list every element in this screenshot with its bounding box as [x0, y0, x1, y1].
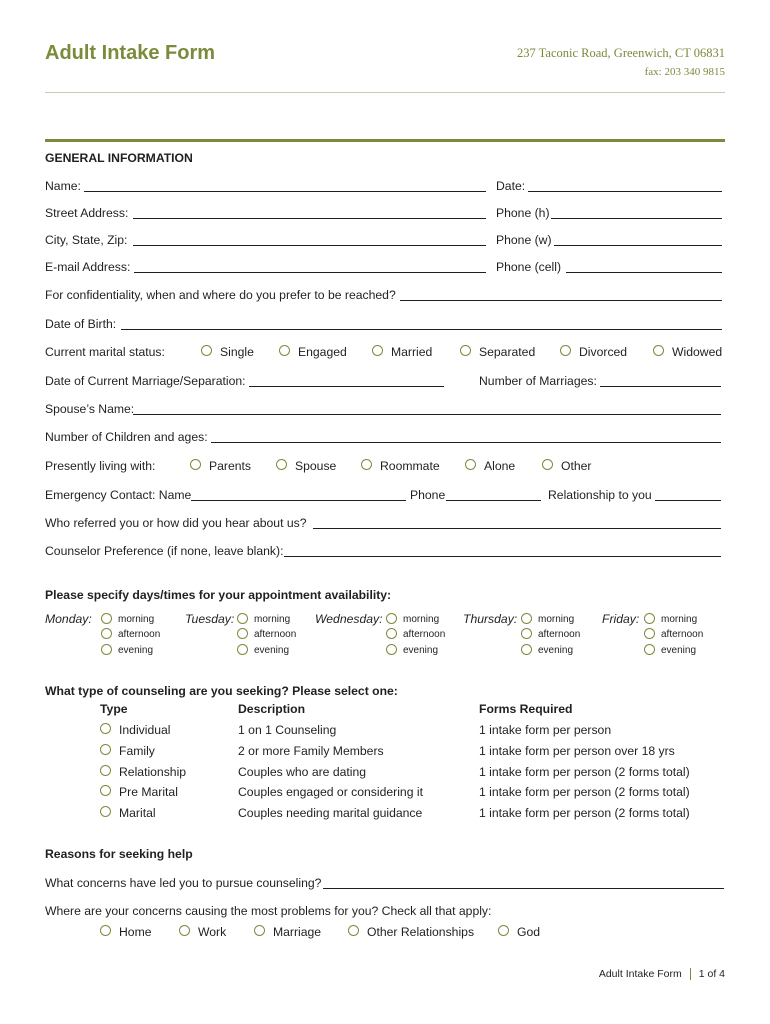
description-cell: Couples needing marital guidance — [238, 806, 423, 820]
problem-option-god[interactable]: God — [498, 925, 540, 939]
city-state-zip-label: City, State, Zip: — [45, 233, 128, 247]
date-of-birth-field[interactable] — [121, 329, 722, 330]
monday-morning[interactable]: morning — [101, 614, 154, 625]
forms-cell: 1 intake form per person (2 forms total) — [479, 785, 690, 799]
marital-status-label: Current marital status: — [45, 345, 165, 359]
radio-icon[interactable] — [101, 628, 112, 639]
forms-cell: 1 intake form per person — [479, 723, 612, 737]
description-cell: 1 on 1 Counseling — [238, 723, 337, 737]
radio-icon[interactable] — [465, 459, 476, 470]
radio-icon[interactable] — [237, 644, 248, 655]
marital-option-married[interactable]: Married — [372, 345, 432, 359]
number-of-marriages-label: Number of Marriages: — [479, 374, 597, 388]
general-information-heading: GENERAL INFORMATION — [45, 151, 193, 165]
referred-field[interactable] — [313, 528, 721, 529]
radio-icon[interactable] — [101, 644, 112, 655]
radio-icon[interactable] — [644, 628, 655, 639]
radio-icon[interactable] — [237, 628, 248, 639]
living-option-parents[interactable]: Parents — [190, 459, 251, 473]
page-footer — [599, 968, 725, 980]
forms-cell: 1 intake form per person (2 forms total) — [479, 765, 690, 779]
radio-icon[interactable] — [100, 806, 111, 817]
problem-option-marriage[interactable]: Marriage — [254, 925, 321, 939]
address: 237 Taconic Road, Greenwich, CT 06831 — [517, 46, 725, 60]
radio-icon[interactable] — [100, 785, 111, 796]
radio-icon[interactable] — [498, 925, 509, 936]
phone-cell-field[interactable] — [566, 272, 722, 273]
radio-icon[interactable] — [100, 723, 111, 734]
concerns-field[interactable] — [323, 888, 724, 889]
radio-icon[interactable] — [386, 613, 397, 624]
date-of-birth-label: Date of Birth: — [45, 317, 117, 331]
street-address-label: Street Address: — [45, 206, 129, 220]
radio-icon[interactable] — [521, 628, 532, 639]
emergency-contact-field[interactable] — [191, 500, 406, 501]
confidentiality-field[interactable] — [400, 300, 722, 301]
thursday-evening[interactable]: evening — [521, 645, 573, 656]
description-cell: 2 or more Family Members — [238, 744, 384, 758]
living-option-roommate[interactable]: Roommate — [361, 459, 440, 473]
spouse-name-field[interactable] — [133, 414, 721, 415]
name-label: Name: — [45, 179, 81, 193]
radio-icon[interactable] — [100, 744, 111, 755]
street-address-field[interactable] — [133, 218, 486, 219]
column-forms-required: Forms Required — [479, 702, 573, 716]
counseling-option-pre-marital[interactable]: Pre Marital — [100, 785, 178, 799]
emergency-contact-label: Emergency Contact: Name — [45, 488, 192, 502]
thursday-afternoon[interactable]: afternoon — [521, 629, 580, 640]
emergency-phone-label: Phone — [410, 488, 446, 502]
page-number: 1 of 4 — [698, 968, 725, 980]
radio-icon[interactable] — [254, 925, 265, 936]
radio-icon[interactable] — [100, 765, 111, 776]
counseling-option-marital[interactable]: Marital — [100, 806, 156, 820]
thursday-morning[interactable]: morning — [521, 614, 574, 625]
day-monday: Monday: — [45, 612, 92, 626]
phone-work-label: Phone (w) — [496, 233, 552, 247]
fax-number: fax: 203 340 9815 — [644, 66, 725, 78]
friday-morning[interactable]: morning — [644, 614, 697, 625]
radio-icon[interactable] — [101, 613, 112, 624]
description-cell: Couples engaged or considering it — [238, 785, 423, 799]
monday-evening[interactable]: evening — [101, 645, 153, 656]
counseling-type-heading: What type of counseling are you seeking? Please select one: — [45, 684, 398, 698]
radio-icon[interactable] — [521, 644, 532, 655]
reasons-heading: Reasons for seeking help — [45, 847, 193, 861]
number-of-marriages-field[interactable] — [600, 386, 721, 387]
friday-evening[interactable]: evening — [644, 645, 696, 656]
radio-icon[interactable] — [279, 345, 290, 356]
day-friday: Friday: — [602, 612, 640, 626]
email-label: E-mail Address: — [45, 260, 131, 274]
emergency-phone-field[interactable] — [446, 500, 541, 501]
radio-icon[interactable] — [372, 345, 383, 356]
wednesday-morning[interactable]: morning — [386, 614, 439, 625]
referred-label: Who referred you or how did you hear about us? — [45, 516, 307, 530]
problem-option-work[interactable]: Work — [179, 925, 226, 939]
tuesday-afternoon[interactable]: afternoon — [237, 629, 296, 640]
phone-cell-label: Phone (cell) — [496, 260, 562, 274]
marital-option-single[interactable]: Single — [201, 345, 254, 359]
living-with-label: Presently living with: — [45, 459, 156, 473]
form-title: Adult Intake Form — [45, 42, 216, 64]
wednesday-evening[interactable]: evening — [386, 645, 438, 656]
name-field[interactable] — [84, 191, 486, 192]
radio-icon[interactable] — [237, 613, 248, 624]
living-option-other[interactable]: Other — [542, 459, 591, 473]
phone-work-field[interactable] — [554, 245, 722, 246]
email-field[interactable] — [134, 272, 486, 273]
column-type: Type — [100, 702, 128, 716]
radio-icon[interactable] — [201, 345, 212, 356]
footer-divider — [690, 968, 691, 980]
monday-afternoon[interactable]: afternoon — [101, 629, 160, 640]
radio-icon[interactable] — [460, 345, 471, 356]
radio-icon[interactable] — [644, 644, 655, 655]
concerns-label: What concerns have led you to pursue counseling? — [45, 876, 322, 890]
phone-home-field[interactable] — [551, 218, 722, 219]
radio-icon[interactable] — [100, 925, 111, 936]
radio-icon[interactable] — [179, 925, 190, 936]
day-wednesday: Wednesday: — [315, 612, 383, 626]
tuesday-morning[interactable]: morning — [237, 614, 290, 625]
problem-option-other-relationships[interactable]: Other Relationships — [348, 925, 474, 939]
date-field[interactable] — [528, 191, 722, 192]
radio-icon[interactable] — [348, 925, 359, 936]
radio-icon[interactable] — [644, 613, 655, 624]
confidentiality-label: For confidentiality, when and where do you prefer to be reached? — [45, 288, 396, 302]
spouse-name-label: Spouse’s Name: — [45, 402, 135, 416]
section-divider — [45, 139, 725, 142]
radio-icon[interactable] — [386, 628, 397, 639]
forms-cell: 1 intake form per person (2 forms total) — [479, 806, 690, 820]
marriage-date-label: Date of Current Marriage/Separation: — [45, 374, 246, 388]
marital-option-widowed[interactable]: Widowed — [653, 345, 722, 359]
counseling-option-relationship[interactable]: Relationship — [100, 765, 186, 779]
radio-icon[interactable] — [560, 345, 571, 356]
address-block — [517, 44, 725, 82]
day-tuesday: Tuesday: — [185, 612, 235, 626]
column-description: Description — [238, 702, 306, 716]
wednesday-afternoon[interactable]: afternoon — [386, 629, 445, 640]
problem-areas-label: Where are your concerns causing the most problems for you? Check all that apply: — [45, 904, 492, 918]
radio-icon[interactable] — [653, 345, 664, 356]
availability-heading: Please specify days/times for your appointment availability: — [45, 588, 392, 602]
children-field[interactable] — [211, 442, 721, 443]
counselor-preference-field[interactable] — [284, 556, 721, 557]
living-option-spouse[interactable]: Spouse — [276, 459, 336, 473]
tuesday-evening[interactable]: evening — [237, 645, 289, 656]
description-cell: Couples who are dating — [238, 765, 367, 779]
relationship-field[interactable] — [655, 500, 721, 501]
counseling-option-family[interactable]: Family — [100, 744, 155, 758]
radio-icon[interactable] — [361, 459, 372, 470]
relationship-label: Relationship to you — [548, 488, 652, 502]
problem-option-home[interactable]: Home — [100, 925, 152, 939]
phone-home-label: Phone (h) — [496, 206, 550, 220]
radio-icon[interactable] — [521, 613, 532, 624]
marital-option-divorced[interactable]: Divorced — [560, 345, 627, 359]
radio-icon[interactable] — [386, 644, 397, 655]
living-option-alone[interactable]: Alone — [465, 459, 515, 473]
marital-option-engaged[interactable]: Engaged — [279, 345, 347, 359]
date-label: Date: — [496, 179, 526, 193]
forms-cell: 1 intake form per person over 18 yrs — [479, 744, 675, 758]
radio-icon[interactable] — [190, 459, 201, 470]
footer-form-name: Adult Intake Form — [598, 968, 682, 980]
counselor-preference-label: Counselor Preference (if none, leave blank): — [45, 544, 284, 558]
header-divider — [45, 92, 725, 93]
friday-afternoon[interactable]: afternoon — [644, 629, 703, 640]
day-thursday: Thursday: — [463, 612, 518, 626]
marriage-date-field[interactable] — [249, 386, 444, 387]
radio-icon[interactable] — [542, 459, 553, 470]
children-label: Number of Children and ages: — [45, 430, 208, 444]
counseling-option-individual[interactable]: Individual — [100, 723, 171, 737]
city-state-zip-field[interactable] — [133, 245, 486, 246]
marital-option-separated[interactable]: Separated — [460, 345, 535, 359]
radio-icon[interactable] — [276, 459, 287, 470]
